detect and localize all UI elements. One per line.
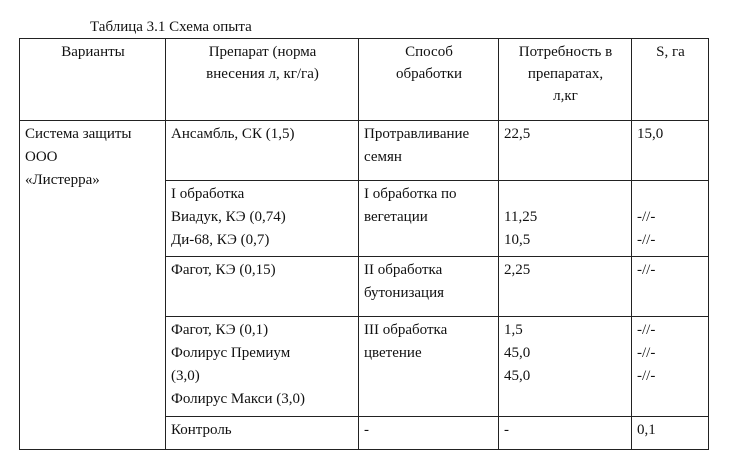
header-need: Потребность в препаратах, л,кг bbox=[499, 39, 632, 121]
header-method: Способ обработки bbox=[359, 39, 499, 121]
table-row bbox=[20, 121, 709, 181]
header-area: S, га bbox=[632, 39, 709, 121]
header-variants: Варианты bbox=[20, 39, 166, 121]
table-caption: Таблица 3.1 Схема опыта bbox=[90, 19, 252, 35]
drug-cell: Ансамбль, СК (1,5) bbox=[166, 121, 359, 181]
method-cell: I обработка по вегетации bbox=[359, 181, 499, 257]
method-cell: - bbox=[359, 417, 499, 450]
need-cell: 22,5 bbox=[499, 121, 632, 181]
drug-cell: Фагот, КЭ (0,1) Фолирус Премиум (3,0) Фолирус Макси (3,0) bbox=[166, 317, 359, 417]
method-cell: II обработка бутонизация bbox=[359, 257, 499, 317]
header-row bbox=[20, 39, 709, 121]
method-cell: III обработка цветение bbox=[359, 317, 499, 417]
experiment-scheme-table bbox=[19, 38, 709, 450]
area-cell: -//- -//- bbox=[632, 181, 709, 257]
area-cell: 15,0 bbox=[632, 121, 709, 181]
need-cell: - bbox=[499, 417, 632, 450]
need-cell: 1,5 45,0 45,0 bbox=[499, 317, 632, 417]
area-cell: 0,1 bbox=[632, 417, 709, 450]
area-cell: -//- bbox=[632, 257, 709, 317]
drug-cell: Контроль bbox=[166, 417, 359, 450]
header-drug: Препарат (норма внесения л, кг/га) bbox=[166, 39, 359, 121]
drug-cell: Фагот, КЭ (0,15) bbox=[166, 257, 359, 317]
need-cell: 11,25 10,5 bbox=[499, 181, 632, 257]
variant-cell: Система защиты ООО «Листерра» bbox=[20, 121, 166, 450]
drug-cell: I обработка Виадук, КЭ (0,74) Ди-68, КЭ (0,7) bbox=[166, 181, 359, 257]
method-cell: Протравливание семян bbox=[359, 121, 499, 181]
need-cell: 2,25 bbox=[499, 257, 632, 317]
area-cell: -//- -//- -//- bbox=[632, 317, 709, 417]
